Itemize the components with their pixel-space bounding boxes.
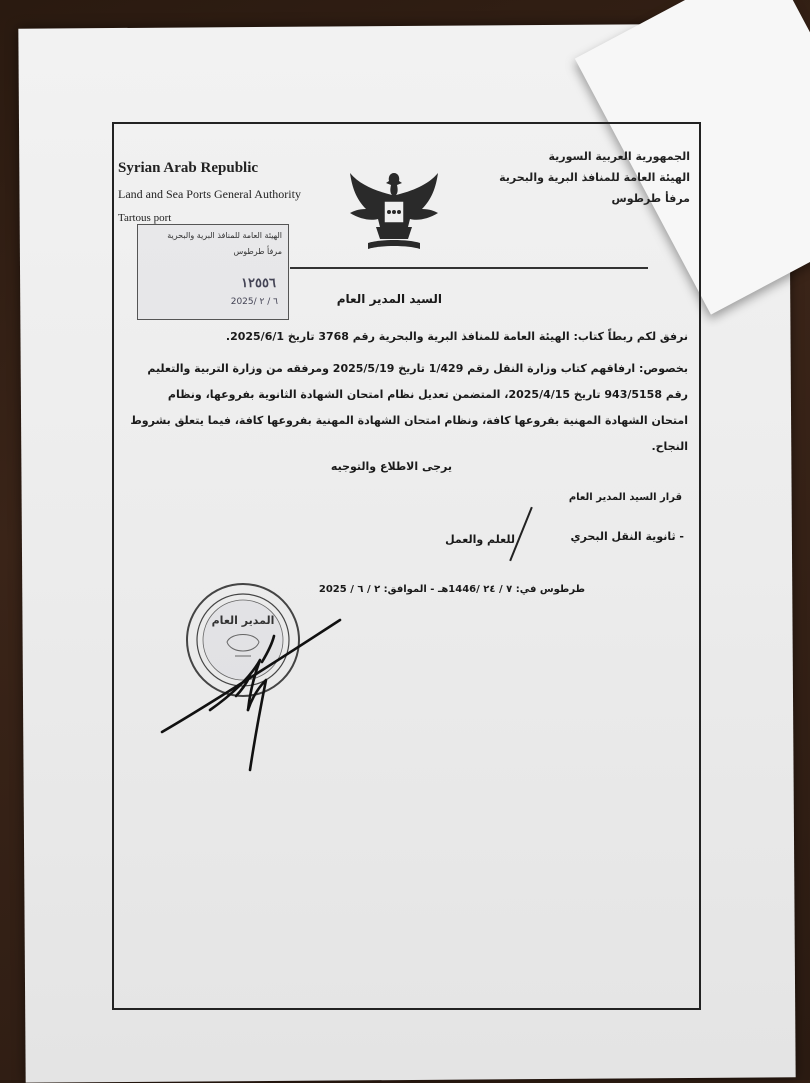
header-ar-authority: الهيئة العامة للمنافذ البرية والبحرية: [499, 171, 690, 184]
addressee: السيد المدير العام: [336, 292, 442, 306]
stamp-date: 2025/ ٦ / ٢: [230, 297, 278, 307]
eagle-emblem-icon: [346, 165, 442, 255]
seal-label: المدير العام: [211, 614, 275, 627]
date-line: طرطوس في: ٧ / ٢٤ /1446هـ - الموافق: ٢ / ٦ / 2025: [318, 584, 585, 595]
header-en-country: Syrian Arab Republic: [118, 160, 259, 176]
header-ar-port: مرفأ طرطوس: [611, 192, 690, 205]
header-english: [118, 160, 301, 224]
decision-heading: قرار السيد المدير العام: [568, 492, 682, 503]
paragraph-subject: بخصوص: ارفاقهم كتاب وزارة النقل رقم 1/429 تاريخ 2025/5/19 ومرفقه من وزارة التربية والتعليم رقم 943/5158 تاريخ 2025/4/15، المتضمن تعديل نظام امتحان الشهادة الثانوية بفروعها، ونظام امتحان الشهادة المهنية بفروعها كافة، ونظام امتحان الشهادة المهنية بفروعها كافة، فيما يتعلق بشروط النجاح.: [130, 362, 688, 453]
stamp-port: مرفأ طرطوس: [233, 247, 282, 256]
paragraph-attachment: نرفق لكم ربطاً كتاب: الهيئة العامة للمنافذ البرية والبحرية رقم 3768 تاريخ 2025/6/1.: [225, 330, 688, 343]
incoming-stamp: [137, 224, 289, 320]
header-arabic: [499, 150, 690, 213]
header-ar-country: الجمهورية العربية السورية: [548, 150, 690, 163]
handwritten-signature: [150, 600, 350, 780]
stamp-number: ١٢٥٥٦: [241, 275, 276, 290]
request-line: يرجى الاطلاع والتوجيه: [330, 460, 452, 473]
for-knowledge-label: للعلم والعمل: [445, 533, 515, 546]
header-en-authority: Land and Sea Ports General Authority: [118, 187, 301, 201]
header-en-port: Tartous port: [118, 212, 172, 224]
recipient: - ثانوية النقل البحري: [570, 530, 684, 543]
stamp-authority: الهيئة العامة للمنافذ البرية والبحرية: [167, 231, 282, 240]
header-divider: [290, 267, 648, 269]
